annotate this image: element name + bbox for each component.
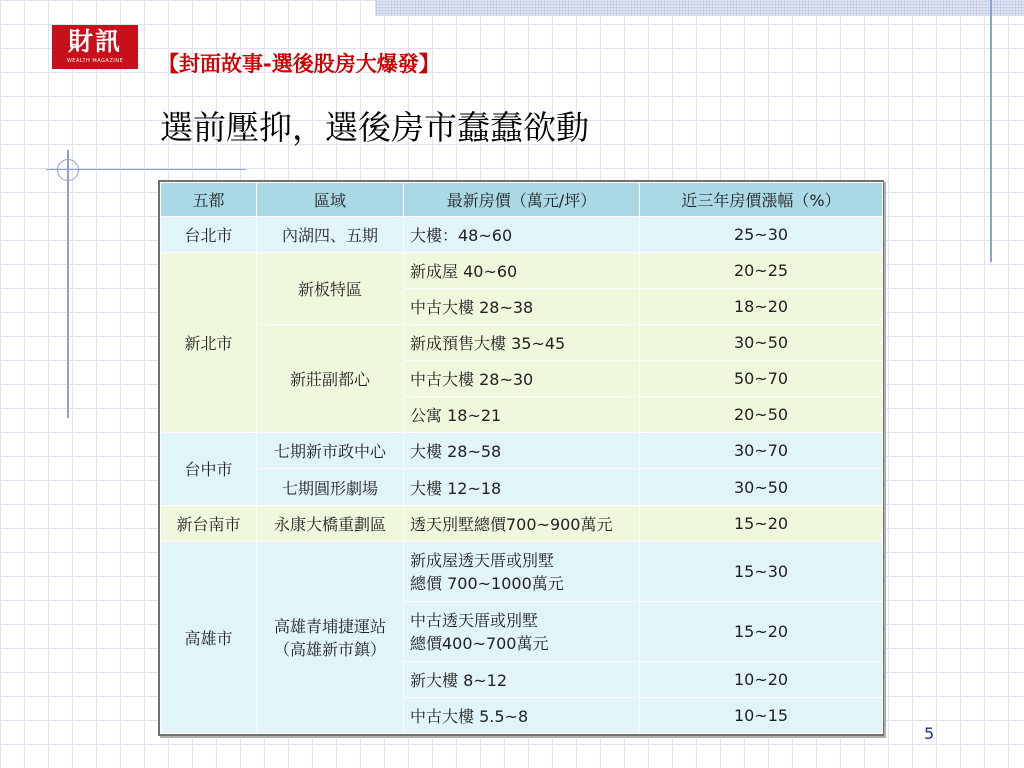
price-cell [404, 541, 640, 601]
growth-cell: 30~70 [640, 433, 883, 469]
price-cell: 大樓 28~58 [404, 433, 640, 469]
header-area: 區域 [257, 183, 404, 217]
growth-cell: 15~20 [640, 505, 883, 541]
header-growth: 近三年房價漲幅（%） [640, 183, 883, 217]
header-price: 最新房價（萬元/坪） [404, 183, 640, 217]
decorative-vertical-line-right [990, 0, 992, 262]
slide-subtitle: 【封面故事-選後股房大爆發】 [158, 52, 440, 76]
price-line: 新成屋透天厝或別墅 [410, 551, 555, 571]
growth-cell: 15~20 [640, 601, 883, 661]
area-cell: 新板特區 [257, 253, 404, 325]
table-row [161, 253, 883, 289]
price-cell [404, 601, 640, 661]
magazine-logo [52, 25, 138, 69]
growth-cell: 20~50 [640, 397, 883, 433]
growth-cell: 10~20 [640, 661, 883, 697]
decorative-vertical-line-left [67, 150, 69, 418]
city-cell: 新台南市 [161, 505, 257, 541]
housing-price-table [160, 182, 883, 734]
growth-cell: 18~20 [640, 289, 883, 325]
growth-cell: 30~50 [640, 469, 883, 505]
table-row [161, 541, 883, 601]
growth-cell: 15~30 [640, 541, 883, 601]
price-cell: 透天別墅總價700~900萬元 [404, 505, 640, 541]
table-row [161, 433, 883, 469]
city-cell: 新北市 [161, 253, 257, 433]
page-number: 5 [924, 724, 935, 743]
area-cell: 七期新市政中心 [257, 433, 404, 469]
growth-cell: 50~70 [640, 361, 883, 397]
city-cell: 高雄市 [161, 541, 257, 733]
table-header-row [161, 183, 883, 217]
area-cell: 七期圓形劇場 [257, 469, 404, 505]
price-cell: 新成預售大樓 35~45 [404, 325, 640, 361]
area-cell [257, 541, 404, 733]
price-line: 總價 700~1000萬元 [410, 574, 564, 594]
table-row [161, 469, 883, 505]
area-cell: 永康大橋重劃區 [257, 505, 404, 541]
price-line: 總價400~700萬元 [410, 634, 549, 654]
growth-cell: 30~50 [640, 325, 883, 361]
area-cell: 內湖四、五期 [257, 217, 404, 253]
growth-cell: 20~25 [640, 253, 883, 289]
price-cell: 中古大樓 28~30 [404, 361, 640, 397]
area-line: （高雄新市鎮） [273, 640, 386, 660]
table-row [161, 325, 883, 361]
logo-wordmark: 財訊 [67, 27, 122, 56]
price-cell: 中古大樓 5.5~8 [404, 697, 640, 733]
table-row [161, 217, 883, 253]
table-row [161, 505, 883, 541]
growth-cell: 25~30 [640, 217, 883, 253]
price-cell: 新大樓 8~12 [404, 661, 640, 697]
price-cell: 新成屋 40~60 [404, 253, 640, 289]
city-cell: 台北市 [161, 217, 257, 253]
housing-price-table-frame [158, 180, 884, 736]
price-line: 中古透天厝或別墅 [410, 611, 539, 631]
top-decorative-band [375, 0, 1024, 16]
logo-tagline: WEALTH MAGAZINE [66, 58, 124, 64]
growth-cell: 10~15 [640, 697, 883, 733]
price-cell: 中古大樓 28~38 [404, 289, 640, 325]
price-cell: 公寓 18~21 [404, 397, 640, 433]
price-cell: 大樓：48~60 [404, 217, 640, 253]
price-cell: 大樓 12~18 [404, 469, 640, 505]
city-cell: 台中市 [161, 433, 257, 505]
slide-title: 選前壓抑，選後房市蠢蠢欲動 [160, 108, 589, 147]
area-cell: 新莊副都心 [257, 325, 404, 433]
decorative-circle [57, 159, 79, 181]
header-city: 五都 [161, 183, 257, 217]
area-line: 高雄青埔捷運站 [273, 617, 386, 637]
